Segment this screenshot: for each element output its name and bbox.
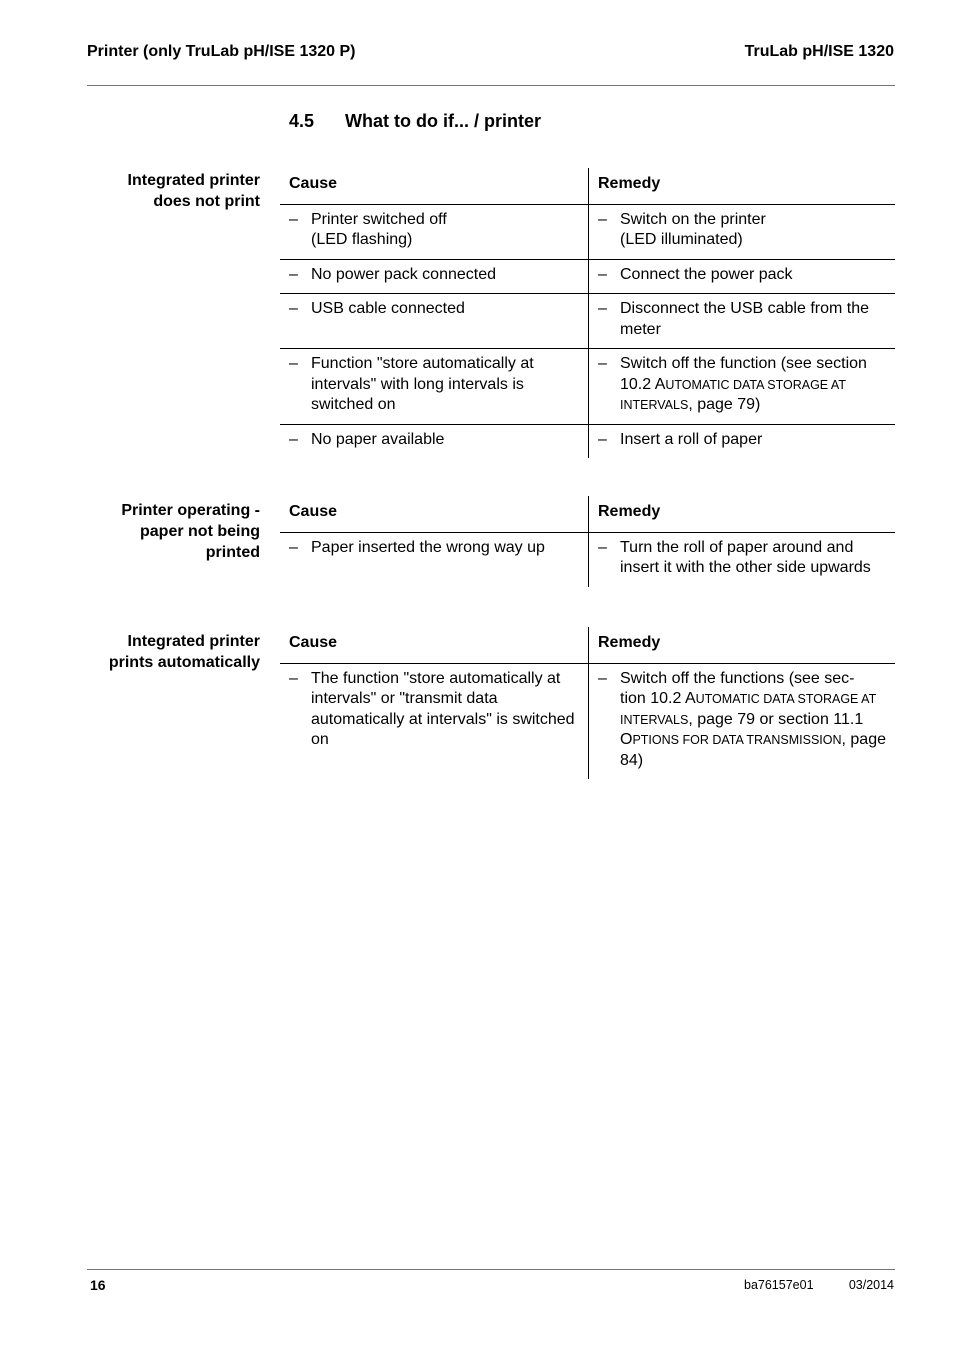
side-heading-line: Integrated printer <box>127 172 260 189</box>
small-caps-initial: A <box>684 690 696 707</box>
remedy-cell <box>589 349 896 425</box>
cause-text: The function "store automatically at intervals" or "transmit data automatically at intervals" is switched on <box>311 669 575 748</box>
cross-reference-link[interactable] <box>620 731 842 748</box>
cause-cell <box>280 294 589 349</box>
table-row <box>280 349 895 425</box>
table-row <box>280 294 895 349</box>
cause-text: (LED flashing) <box>311 231 413 248</box>
dash-bullet: – <box>289 430 298 448</box>
remedy-cell <box>589 204 896 259</box>
dash-bullet: – <box>598 210 607 228</box>
small-caps-text: UTOMATIC DATA STORAGE AT INTERVALS <box>620 692 876 727</box>
document-date: 03/2014 <box>848 1278 894 1292</box>
section-title: What to do if... / printer <box>345 111 541 131</box>
dash-bullet: – <box>289 669 298 687</box>
table-row <box>280 532 895 587</box>
remedy-text: Switch on the printer <box>620 210 766 228</box>
side-heading-not-printed <box>60 500 260 563</box>
table-row <box>280 204 895 259</box>
dash-bullet: – <box>289 355 298 372</box>
remedy-text: Disconnect the USB cable from the meter <box>620 300 870 338</box>
cause-text: Function "store automatically at intervals" with long intervals is switched on <box>311 355 534 413</box>
page-header-right: TruLab pH/ISE 1320 <box>744 43 894 60</box>
page-number: 16 <box>90 1277 106 1293</box>
dash-bullet: – <box>598 669 607 687</box>
remedy-cell <box>589 532 896 587</box>
remedy-text: Insert a roll of paper <box>620 430 763 448</box>
dash-bullet: – <box>598 355 607 372</box>
cause-text: Paper inserted the wrong way up <box>311 538 545 556</box>
cause-cell <box>280 424 589 458</box>
remedy-header: Remedy <box>589 168 896 204</box>
dash-bullet: – <box>598 430 607 448</box>
cause-text: Printer switched off <box>311 210 447 228</box>
side-heading-prints-automatically <box>60 631 260 673</box>
side-heading-line: Integrated printer <box>127 633 260 650</box>
side-heading-line: prints automatically <box>108 654 260 671</box>
footer-rule <box>87 1269 895 1270</box>
small-caps-initial: A <box>654 375 666 393</box>
side-heading-line: paper not being <box>140 523 260 540</box>
dash-bullet: – <box>598 538 607 556</box>
remedy-cell <box>589 294 896 349</box>
page-header-left: Printer (only TruLab pH/ISE 1320 P) <box>87 43 356 60</box>
remedy-text: Switch off the functions (see sec- <box>620 669 855 687</box>
dash-bullet: – <box>289 210 298 228</box>
dash-bullet: – <box>289 265 298 283</box>
table-row <box>280 663 895 779</box>
header-rule <box>87 85 895 86</box>
cause-remedy-table-prints-automatically <box>280 627 895 779</box>
remedy-text: (LED illuminated) <box>620 231 743 248</box>
table-row <box>280 259 895 294</box>
dash-bullet: – <box>289 538 298 556</box>
table-header-row <box>280 627 895 663</box>
remedy-cell <box>589 424 896 458</box>
cause-cell <box>280 204 589 259</box>
remedy-text: Turn the roll of paper around and insert it with the other side upwards <box>620 538 871 576</box>
remedy-text: , page 79) <box>688 396 761 413</box>
cause-cell <box>280 663 589 779</box>
dash-bullet: – <box>598 300 607 317</box>
remedy-text: , page 84) <box>620 731 886 769</box>
document-id: ba76157e01 <box>744 1278 814 1292</box>
side-heading-line: printed <box>205 544 260 561</box>
cause-remedy-table-does-not-print <box>280 168 895 458</box>
cause-cell <box>280 259 589 294</box>
remedy-text: , page 79 or section 11.1 <box>688 710 864 728</box>
remedy-header: Remedy <box>589 496 896 532</box>
side-heading-line: does not print <box>153 193 260 210</box>
dash-bullet: – <box>598 265 607 283</box>
cause-remedy-table-not-printed <box>280 496 895 587</box>
section-number: 4.5 <box>289 111 315 131</box>
remedy-text: Connect the power pack <box>620 265 793 283</box>
cause-text: No power pack connected <box>311 265 496 283</box>
small-caps-text: UTOMATIC DATA STORAGE AT INTERVALS <box>620 377 846 412</box>
side-heading-does-not-print <box>60 170 260 212</box>
cause-header: Cause <box>280 496 589 532</box>
remedy-cell <box>589 663 896 779</box>
cause-cell <box>280 532 589 587</box>
side-heading-line: Printer operating - <box>121 502 260 519</box>
cause-text: No paper available <box>311 430 445 448</box>
cause-text: USB cable connected <box>311 300 465 317</box>
remedy-text: tion 10.2 <box>620 690 685 707</box>
cause-header: Cause <box>280 168 589 204</box>
cause-header: Cause <box>280 627 589 663</box>
dash-bullet: – <box>289 300 298 317</box>
remedy-text: Switch off the function (see section 10.2 <box>620 355 867 393</box>
cause-cell <box>280 349 589 425</box>
table-header-row <box>280 496 895 532</box>
table-row <box>280 424 895 458</box>
small-caps-text: PTIONS FOR DATA TRANSMISSION <box>632 733 842 747</box>
remedy-header: Remedy <box>589 627 896 663</box>
small-caps-initial: O <box>620 731 633 748</box>
table-header-row <box>280 168 895 204</box>
remedy-cell <box>589 259 896 294</box>
